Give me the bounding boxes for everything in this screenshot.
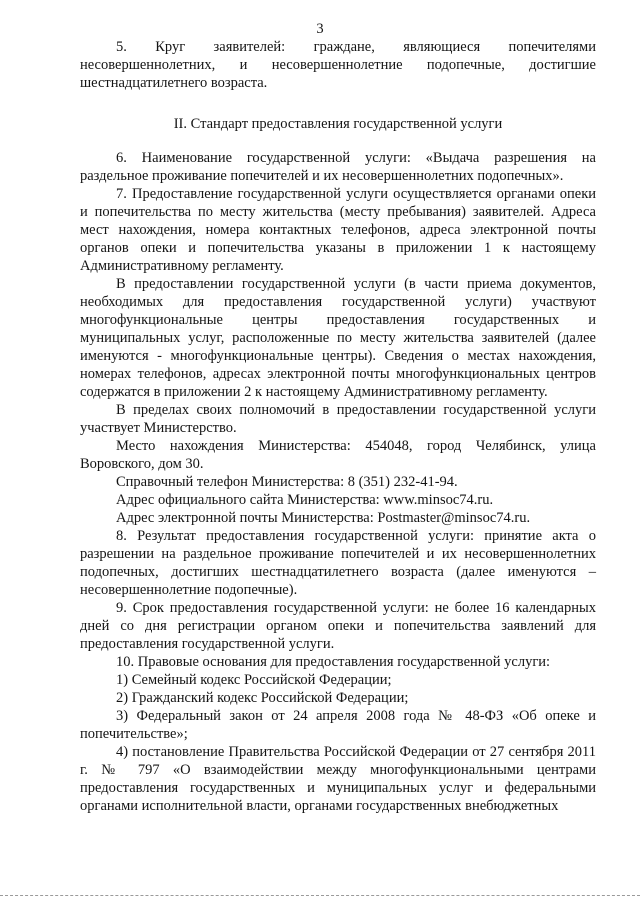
paragraph-ministry-website: Адрес официального сайта Министерства: www.minsoc74.ru.: [116, 492, 494, 508]
legal-basis-item: 1) Семейный кодекс Российской Федерации;: [116, 672, 392, 688]
legal-basis-item: 4) постановление Правительства Российской Федерации от 27 сентября 2011 г. № 797 «О взаимодействии между многофункциональными центрами предоставления государственных и муниципальных услуг и федеральными органами исполнительной власти, органами государственных внебюджетных: [80, 744, 596, 814]
paragraph-legal-basis: 10. Правовые основания для предоставления государственной услуги:: [116, 654, 551, 670]
paragraph-ministry-address: Место нахождения Министерства: 454048, город Челябинск, улица Воровского, дом 30.: [80, 438, 596, 472]
paragraph-applicants: 5. Круг заявителей: граждане, являющиеся попечителями несовершеннолетних, и несовершеннолетние подопечные, достигшие шестнадцатилетнего возраста.: [80, 39, 596, 91]
paragraph-mfc: В предоставлении государственной услуги (в части приема документов, необходимых для предоставления государственной услуги) участвуют многофункциональные центры предоставления государственных и муниципальных услуг, расположенные по месту жительства заявителей (далее именуются - многофункциональные центры). Сведения о местах нахождения, номерах телефонов, адресах электронной почты многофункциональных центров содержатся в приложении 2 к настоящему Административному регламенту.: [80, 276, 596, 400]
document-body: [80, 38, 596, 815]
page-number: 3: [316, 21, 324, 37]
legal-basis-item: 3) Федеральный закон от 24 апреля 2008 года № 48-ФЗ «Об опеке и попечительстве»;: [80, 708, 596, 742]
paragraph-service-name: 6. Наименование государственной услуги: «Выдача разрешения на раздельное проживание попечителей и их несовершеннолетних подопечных».: [80, 150, 596, 184]
page-bottom-rule: [0, 895, 640, 896]
paragraph-provider: 7. Предоставление государственной услуги осуществляется органами опеки и попечительства по месту жительства (месту пребывания) заявителей. Адреса мест нахождения, номера контактных телефонов, адреса электронной почты органов опеки и попечительства указаны в приложении 1 к настоящему Административному регламенту.: [80, 186, 596, 274]
paragraph-result: 8. Результат предоставления государственной услуги: принятие акта о разрешении на раздельное проживание попечителей и их несовершеннолетних подопечных, достигших шестнадцатилетнего возраста (далее именуются – несовершеннолетние подопечные).: [80, 528, 596, 598]
paragraph-ministry-phone: Справочный телефон Министерства: 8 (351) 232-41-94.: [116, 474, 458, 490]
legal-basis-item: 2) Гражданский кодекс Российской Федерации;: [116, 690, 409, 706]
paragraph-term: 9. Срок предоставления государственной услуги: не более 16 календарных дней со дня регистрации органом опеки и попечительства заявлений для предоставления государственной услуги.: [80, 600, 596, 652]
paragraph-ministry: В пределах своих полномочий в предоставлении государственной услуги участвует Министерство.: [80, 402, 596, 436]
section-heading: II. Стандарт предоставления государственной услуги: [173, 116, 503, 132]
paragraph-ministry-email: Адрес электронной почты Министерства: Postmaster@minsoc74.ru.: [116, 510, 531, 526]
